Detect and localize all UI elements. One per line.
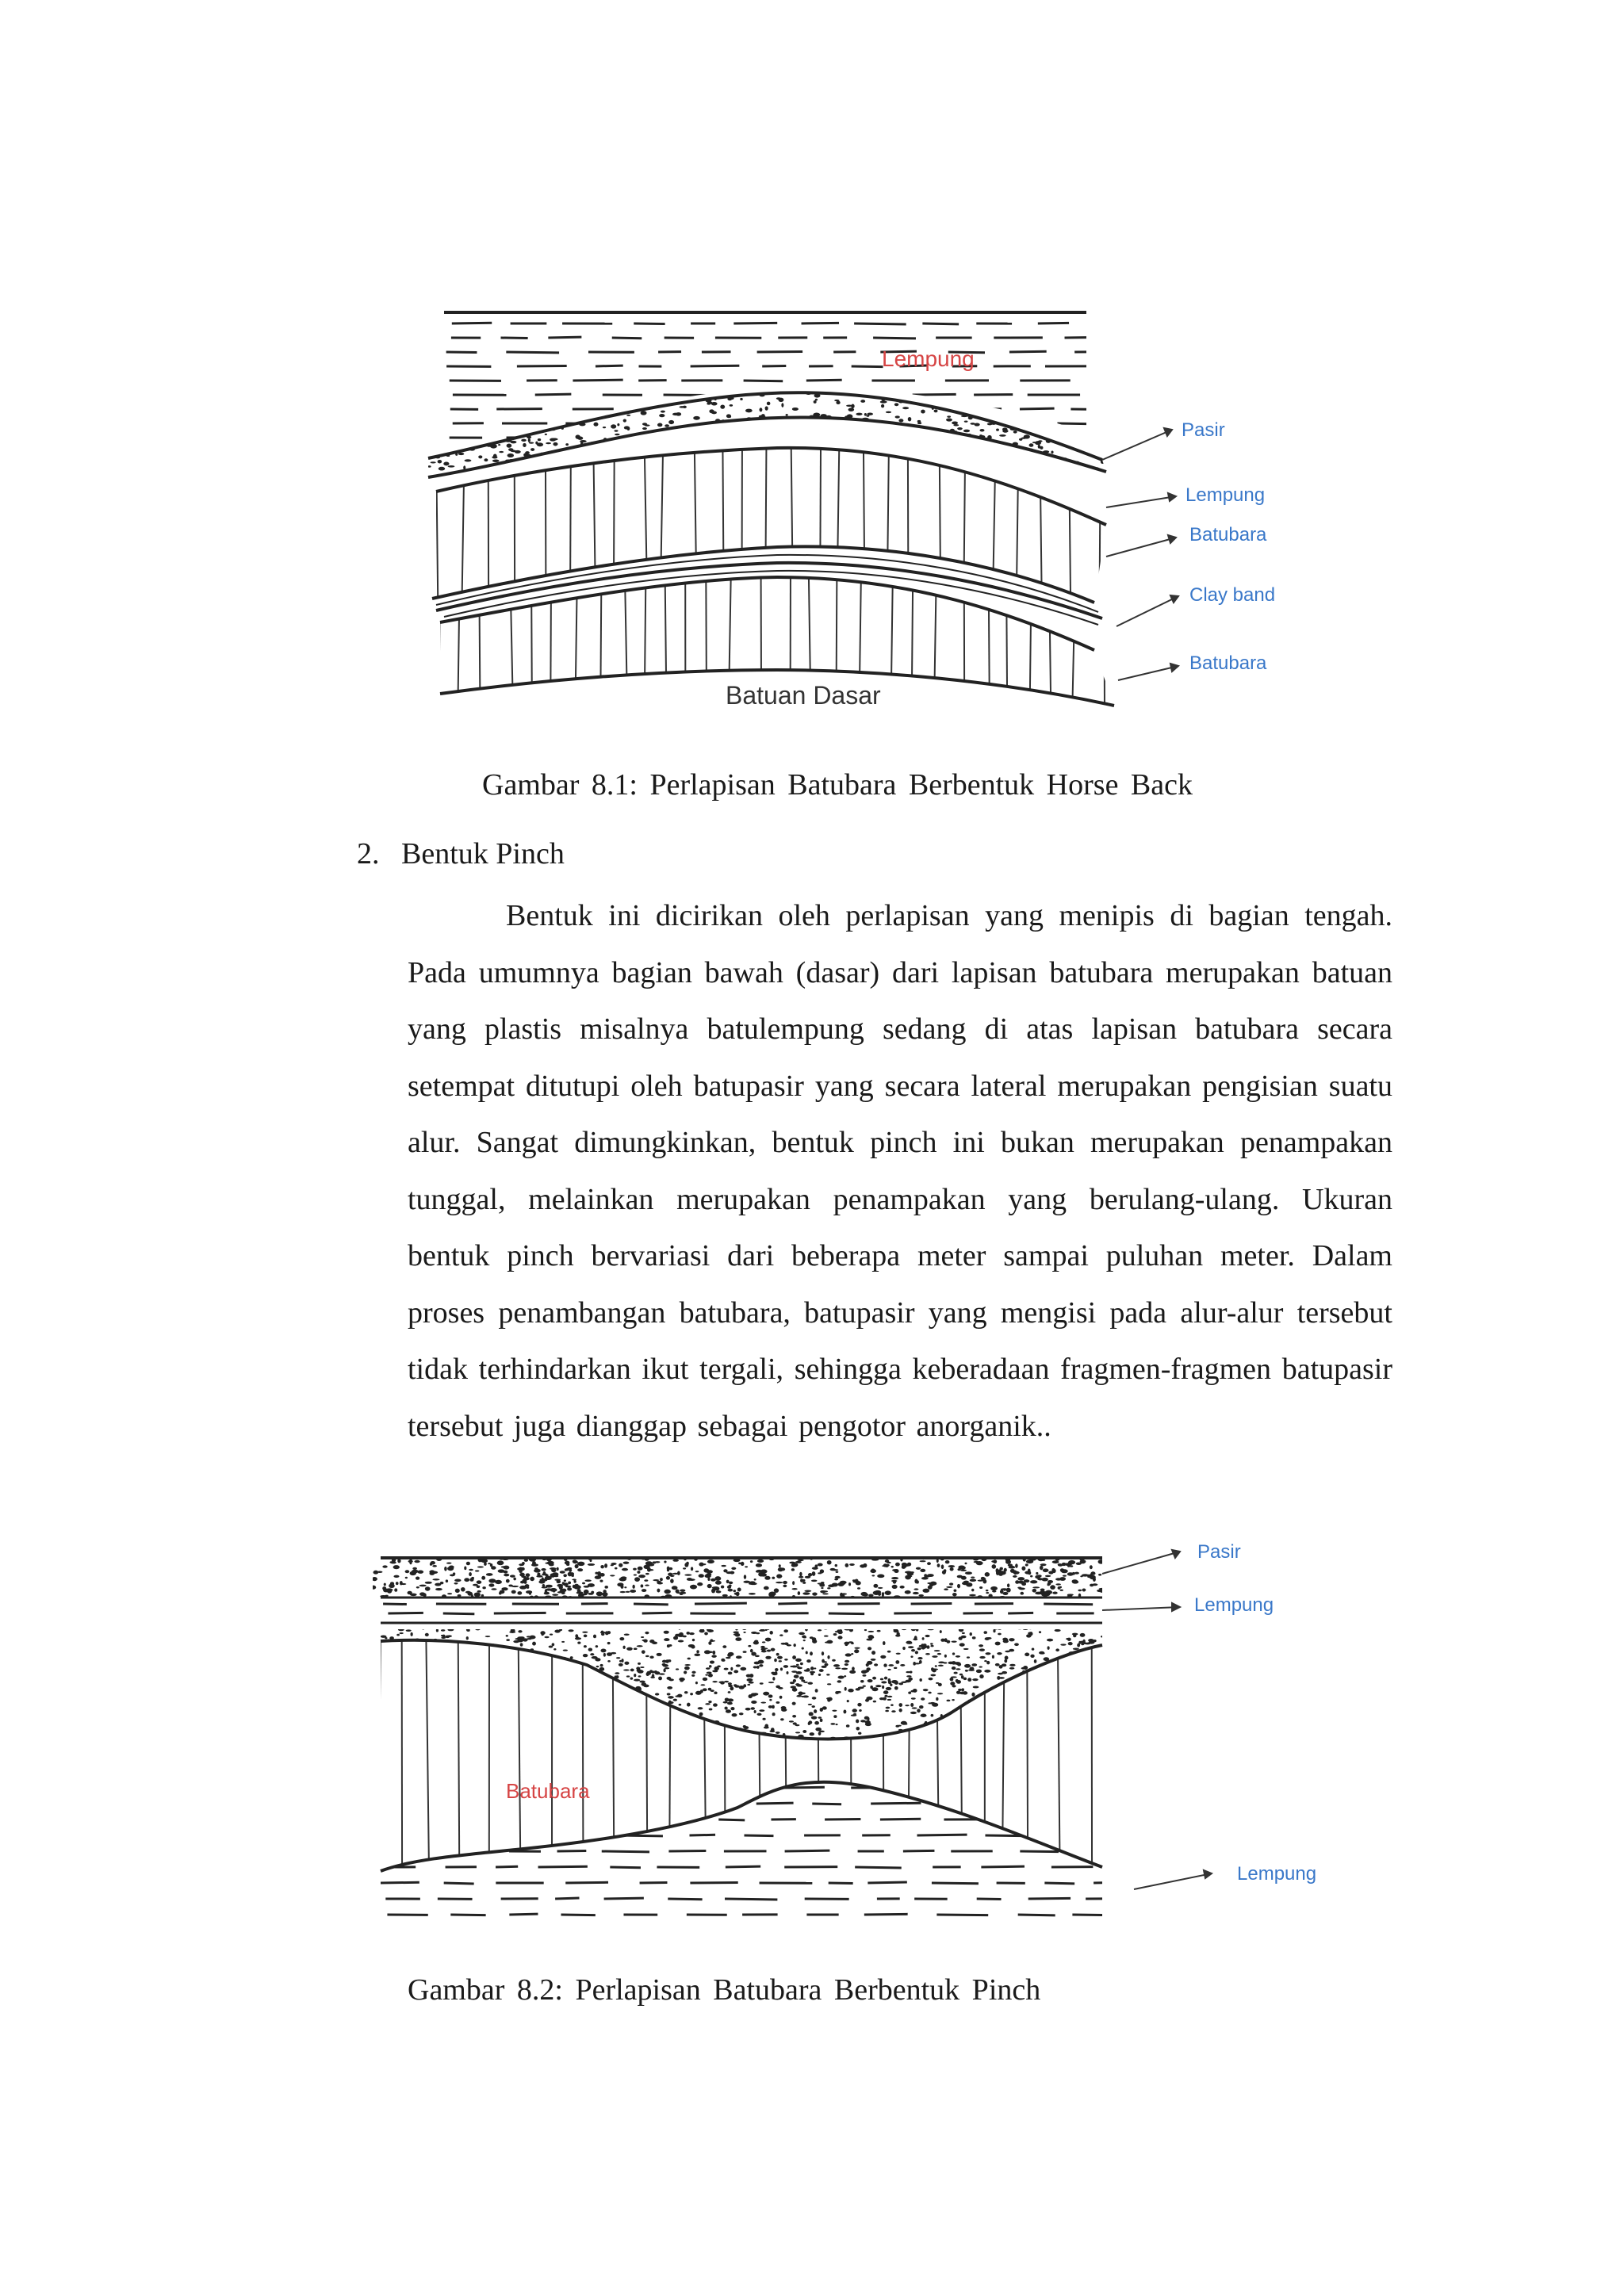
figure1-label-top-lempung: Lempung bbox=[882, 346, 975, 371]
paragraph-text: Bentuk ini dicirikan oleh perlapisan yang menipis di bagian tengah. Pada umumnya bagian bawah (dasar) dari lapisan batubara merupakan batuan yang plastis misalnya batulempung sedang di atas lapisan batubara secara setempat ditutupi oleh batupasir yang secara lateral merupakan pengisian suatu alur. Sangat dimungkinkan, bentuk pinch ini bukan merupakan penampakan tunggal, melainkan merupakan penampakan yang berulang-ulang. Ukuran bentuk pinch bervariasi dari beberapa meter sampai puluhan meter. Dalam proses penambangan batubara, batupasir yang mengisi pada alur-alur tersebut tidak terhindarkan ikut tergali, sehingga keberadaan fragmen-fragmen batupasir tersebut juga dianggap sebagai pengotor anorganik.. bbox=[408, 899, 1392, 1443]
figure1-label-batubara-upper: Batubara bbox=[1189, 524, 1267, 545]
figure1-label-lempung: Lempung bbox=[1185, 484, 1266, 506]
figure2-top-sand-dots bbox=[373, 1556, 1105, 1599]
figure1-label-batubara-lower: Batubara bbox=[1189, 652, 1267, 674]
figure2-coal-seam bbox=[377, 1629, 1092, 1883]
figure2-clay-hatch bbox=[383, 1603, 1094, 1614]
figure1-clay-hatch bbox=[446, 323, 1138, 453]
figure1-arrows bbox=[1102, 428, 1178, 680]
figure2-label-lempung-bottom: Lempung bbox=[1237, 1863, 1317, 1885]
figure2-caption: Gambar 8.2: Perlapisan Batubara Berbentuk Pinch bbox=[408, 1973, 1041, 2007]
figure-horse-back bbox=[396, 301, 1316, 729]
figure1-label-base: Batuan Dasar bbox=[726, 681, 881, 710]
body-paragraph bbox=[408, 888, 1392, 1455]
figure2-label-batubara: Batubara bbox=[506, 1779, 590, 1803]
section-heading bbox=[357, 836, 565, 871]
figure2-label-lempung-top: Lempung bbox=[1194, 1594, 1274, 1616]
section-number: 2. bbox=[357, 837, 380, 871]
figure1-caption: Gambar 8.1: Perlapisan Batubara Berbentuk Horse Back bbox=[482, 768, 1193, 802]
figure2-bottom-clay-hatch bbox=[373, 1771, 1125, 1915]
section-title: Bentuk Pinch bbox=[401, 837, 565, 871]
figure1-label-clay-band: Clay band bbox=[1189, 584, 1276, 606]
figure1-label-pasir: Pasir bbox=[1182, 419, 1225, 441]
figure2-label-pasir: Pasir bbox=[1197, 1541, 1241, 1563]
figure1-coal-seam-upper bbox=[436, 444, 1101, 610]
figure-pinch bbox=[373, 1534, 1356, 1931]
